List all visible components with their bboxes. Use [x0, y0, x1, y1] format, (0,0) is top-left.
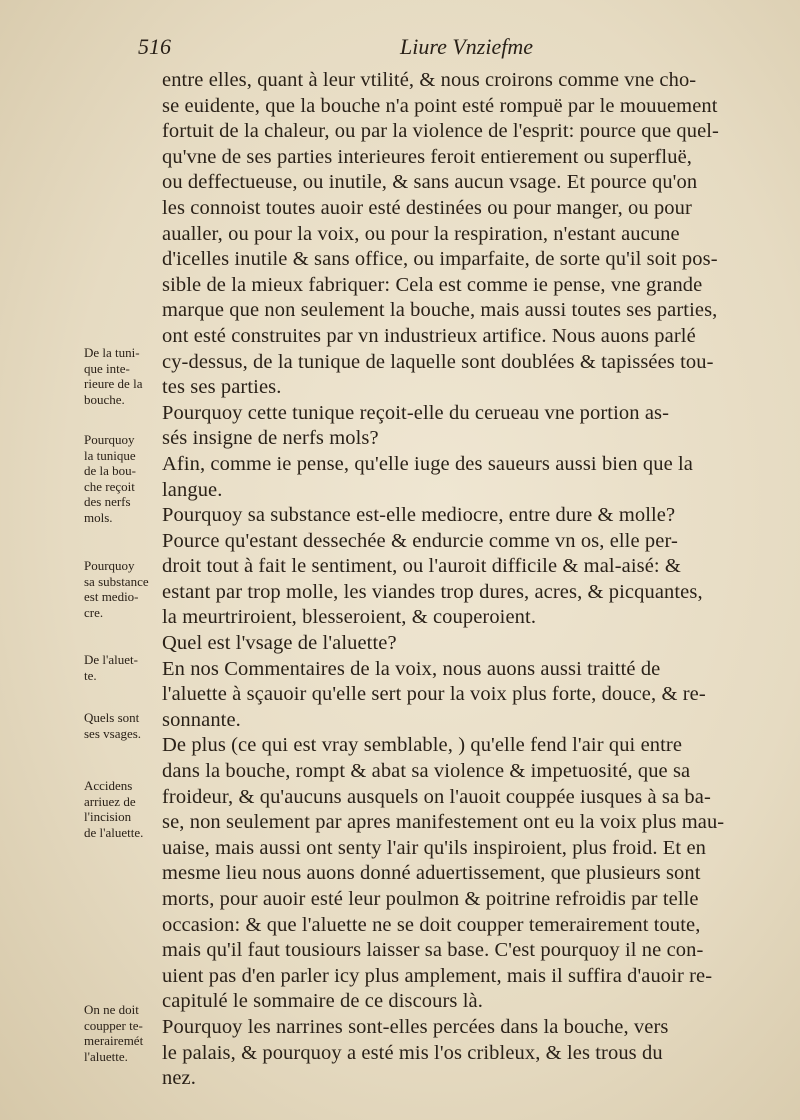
text-line: le palais, & pourquoy a esté mis l'os cribleux, & les trous du — [162, 1041, 663, 1064]
text-line: entre elles, quant à leur vtilité, & nous croirons comme vne cho- — [162, 69, 697, 91]
margin-note-line: est medio- — [84, 589, 139, 604]
margin-note-line: la tunique — [84, 447, 136, 463]
margin-note-line: Quels sont — [84, 710, 140, 725]
text-line: aualler, ou pour la voix, ou pour la respiration, n'estant aucune — [162, 222, 680, 245]
margin-note-line: arriuez de — [84, 793, 136, 809]
margin-note-line: Pourquoy — [84, 558, 135, 573]
text-line: fortuit de la chaleur, ou par la violence de l'esprit: pource que quel- — [162, 120, 719, 143]
text-line: capitulé le sommaire de ce discours là. — [162, 990, 483, 1013]
margin-note-line: bouche. — [84, 391, 125, 407]
text-line: Pource qu'estant dessechée & endurcie comme vn os, elle per- — [162, 529, 678, 552]
margin-note-line: De la tuni- — [84, 345, 140, 360]
margin-note — [84, 652, 174, 683]
margin-note-line: cre. — [84, 604, 104, 620]
margin-note-line: l'incision — [84, 809, 132, 824]
text-line: Quel est l'vsage de l'aluette? — [162, 632, 397, 655]
text-line: se, non seulement par apres manifestement ont eu la voix plus mau- — [162, 811, 725, 834]
margin-note-line: des nerfs — [84, 494, 131, 509]
text-line: dans la bouche, rompt & abat sa violence & impetuosité, que sa — [162, 760, 691, 783]
margin-note — [84, 1002, 174, 1064]
margin-note — [84, 710, 174, 741]
text-line: droit tout à fait le sentiment, ou l'auroit difficile & mal-aisé: & — [162, 555, 681, 578]
margin-note — [84, 778, 174, 840]
text-line: se euidente, que la bouche n'a point esté rompuë par le mouuement — [162, 94, 718, 117]
text-line: sible de la mieux fabriquer: Cela est comme ie pense, vne grande — [162, 273, 703, 296]
margin-note-line: de l'aluette. — [84, 824, 144, 840]
text-line: morts, pour auoir esté leur poulmon & poitrine refroidis par telle — [162, 888, 699, 910]
margin-note-line: sa substance — [84, 573, 149, 589]
text-line: occasion: & que l'aluette ne se doit coupper temerairement toute, — [162, 913, 701, 936]
margin-note-line: coupper te- — [84, 1017, 143, 1033]
margin-note-line: Pourquoy — [84, 432, 135, 447]
text-line: qu'vne de ses parties interieures feroit entierement ou superfluë, — [162, 145, 692, 168]
text-line: En nos Commentaires de la voix, nous auons aussi traitté de — [162, 657, 661, 680]
text-line: mais qu'il faut tousiours laisser sa base. C'est pourquoy il ne con- — [162, 939, 704, 962]
text-line: De plus (ce qui est vray semblable, ) qu'elle fend l'air qui entre — [162, 734, 683, 757]
text-line: ont esté construites par vn industrieux artifice. Nous auons parlé — [162, 324, 696, 347]
margin-note-line: merairemét — [84, 1033, 144, 1048]
text-line: Pourquoy sa substance est-elle mediocre, entre dure & molle? — [162, 504, 676, 527]
margin-note — [84, 345, 174, 407]
margin-note — [84, 558, 174, 620]
text-line: froideur, & qu'aucuns ausquels on l'auoit couppée iusques à sa ba- — [162, 785, 711, 808]
text-line: Pourquoy cette tunique reçoit-elle du cerueau vne portion as- — [162, 401, 670, 424]
margin-note-line: che reçoit — [84, 478, 135, 494]
page-header — [120, 28, 740, 62]
page-number: 516 — [138, 34, 171, 59]
text-line: cy-dessus, de la tunique de laquelle sont doublées & tapissées tou- — [162, 350, 714, 373]
text-line: la meurtriroient, blesseroient, & couperoient. — [162, 606, 537, 629]
text-line: sés insigne de nerfs mols? — [162, 427, 379, 450]
margin-note-line: te. — [84, 667, 97, 683]
text-line: tes ses parties. — [162, 376, 282, 399]
margin-note-line: On ne doit — [84, 1002, 139, 1017]
text-line: nez. — [162, 1067, 196, 1090]
margin-note-line: mols. — [84, 509, 113, 525]
running-title: Liure Vnziefme — [400, 34, 533, 59]
text-line: l'aluette à sçauoir qu'elle sert pour la voix plus forte, douce, & re- — [162, 683, 706, 706]
text-line: les connoist toutes auoir esté destinées ou pour manger, ou pour — [162, 196, 692, 219]
text-line: marque que non seulement la bouche, mais aussi toutes ses parties, — [162, 299, 718, 322]
text-line: ou deffectueuse, ou inutile, & sans aucun vsage. Et pource qu'on — [162, 171, 698, 194]
text-line: d'icelles inutile & sans office, ou imparfaite, de sorte qu'il soit pos- — [162, 248, 718, 271]
text-line: mesme lieu nous auons donné aduertissement, que plusieurs sont — [162, 862, 701, 885]
margin-note-line: que inte- — [84, 360, 130, 376]
text-line: Pourquoy les narrines sont-elles percées dans la bouche, vers — [162, 1015, 669, 1038]
margin-note-line: Accidens — [84, 778, 133, 793]
margin-note — [84, 432, 174, 525]
text-line: langue. — [162, 478, 223, 501]
margin-note-line: de la bou- — [84, 463, 136, 478]
text-line: sonnante. — [162, 708, 241, 731]
text-line: uaise, mais aussi ont senty l'air qu'ils inspiroient, plus froid. Et en — [162, 836, 707, 859]
margin-note-line: rieure de la — [84, 376, 143, 391]
margin-note-line: ses vsages. — [84, 725, 142, 741]
text-line: Afin, comme ie pense, qu'elle iuge des saueurs aussi bien que la — [162, 452, 693, 475]
body-text — [162, 68, 780, 1092]
margin-note-line: De l'aluet- — [84, 652, 138, 667]
text-line: estant par trop molle, les viandes trop dures, acres, & picquantes, — [162, 580, 703, 603]
text-line: uient pas d'en parler icy plus amplement, mais il suffira d'auoir re- — [162, 964, 713, 987]
margin-note-line: l'aluette. — [84, 1048, 128, 1064]
